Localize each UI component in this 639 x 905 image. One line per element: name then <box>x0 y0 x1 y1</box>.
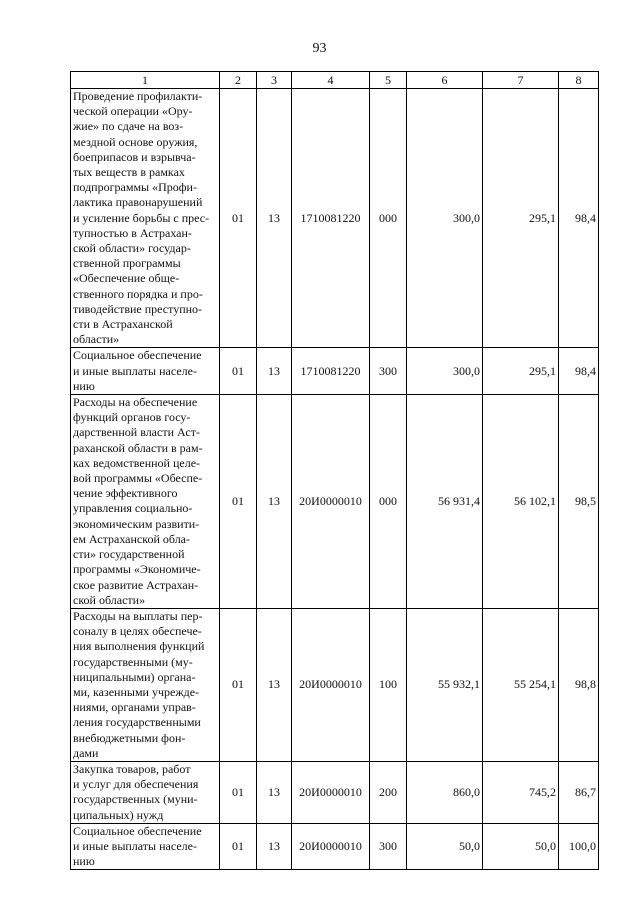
actual-amount: 295,1 <box>483 348 559 395</box>
description-line: ческой операции «Ору- <box>73 104 193 119</box>
subsection-code: 13 <box>257 348 292 395</box>
actual-amount: 295,1 <box>483 89 559 348</box>
description-line: дами <box>73 745 99 760</box>
expense-type-code: 000 <box>370 89 407 348</box>
expense-type-code: 200 <box>370 761 407 823</box>
row-description <box>71 89 220 348</box>
expense-type-code: 100 <box>370 608 407 761</box>
execution-percent: 98,4 <box>559 89 599 348</box>
section-code: 01 <box>220 823 257 870</box>
description-line: ское развитие Астрахан- <box>73 577 199 592</box>
section-code: 01 <box>220 89 257 348</box>
description-line: ния выполнения функций <box>73 639 205 654</box>
row-description <box>71 761 220 823</box>
description-line: соналу в целях обеспече- <box>73 624 202 639</box>
column-number-row <box>71 72 599 89</box>
subsection-code: 13 <box>257 608 292 761</box>
planned-amount: 56 931,4 <box>407 395 483 609</box>
description-line: лактика правонарушений <box>73 195 203 210</box>
page-number: 93 <box>312 41 327 56</box>
target-article-code: 1710081220 <box>292 348 370 395</box>
target-article-code: 1710081220 <box>292 89 370 348</box>
description-line: сти в Астраханской <box>73 317 173 332</box>
description-line: ниципальными) органа- <box>73 669 196 684</box>
subsection-code: 13 <box>257 761 292 823</box>
description-line: ниями, органами управ- <box>73 700 196 715</box>
actual-amount: 55 254,1 <box>483 608 559 761</box>
description-line: боеприпасов и взрывча- <box>73 149 196 164</box>
description-line: Расходы на обеспечение <box>73 395 198 410</box>
row-description <box>71 608 220 761</box>
description-line: дарственной власти Аст- <box>73 425 200 440</box>
description-line: ской области» <box>73 592 146 607</box>
table-row <box>71 608 599 761</box>
expense-type-code: 300 <box>370 823 407 870</box>
row-description <box>71 823 220 870</box>
description-line: государственными (му- <box>73 654 193 669</box>
description-line: государственных (муни- <box>73 792 198 807</box>
expense-type-code: 300 <box>370 348 407 395</box>
target-article-code: 20И0000010 <box>292 823 370 870</box>
description-line: раханской области в рам- <box>73 440 203 455</box>
column-header: 5 <box>370 72 407 89</box>
description-line: программы «Экономиче- <box>73 562 201 577</box>
planned-amount: 300,0 <box>407 348 483 395</box>
expense-type-code: 000 <box>370 395 407 609</box>
column-header: 7 <box>483 72 559 89</box>
budget-table <box>70 71 599 870</box>
description-line: жие» по сдаче на воз- <box>73 119 184 134</box>
execution-percent: 98,4 <box>559 348 599 395</box>
actual-amount: 745,2 <box>483 761 559 823</box>
description-line: управления социально- <box>73 501 193 516</box>
execution-percent: 98,5 <box>559 395 599 609</box>
subsection-code: 13 <box>257 823 292 870</box>
description-line: нию <box>73 378 95 393</box>
column-header: 4 <box>292 72 370 89</box>
description-line: ми, казенными учрежде- <box>73 684 200 699</box>
planned-amount: 55 932,1 <box>407 608 483 761</box>
planned-amount: 860,0 <box>407 761 483 823</box>
target-article-code: 20И0000010 <box>292 608 370 761</box>
column-header: 6 <box>407 72 483 89</box>
description-line: и услуг для обеспечения <box>73 777 199 792</box>
execution-percent: 100,0 <box>559 823 599 870</box>
column-header: 3 <box>257 72 292 89</box>
description-line: тиводействие преступно- <box>73 301 203 316</box>
description-line: Расходы на выплаты пер- <box>73 608 203 623</box>
row-description <box>71 348 220 395</box>
description-line: сти» государственной <box>73 547 185 562</box>
table-row <box>71 89 599 348</box>
section-code: 01 <box>220 348 257 395</box>
description-line: вой программы «Обеспе- <box>73 471 203 486</box>
subsection-code: 13 <box>257 89 292 348</box>
table-row <box>71 348 599 395</box>
column-header: 2 <box>220 72 257 89</box>
description-line: ках ведомственной целе- <box>73 455 201 470</box>
planned-amount: 50,0 <box>407 823 483 870</box>
description-line: тупностью в Астрахан- <box>73 225 192 240</box>
description-line: мездной основе оружия, <box>73 134 198 149</box>
section-code: 01 <box>220 608 257 761</box>
actual-amount: 56 102,1 <box>483 395 559 609</box>
description-line: Социальное обеспечение <box>73 823 202 838</box>
execution-percent: 86,7 <box>559 761 599 823</box>
target-article-code: 20И0000010 <box>292 395 370 609</box>
description-line: и иные выплаты населе- <box>73 838 197 853</box>
actual-amount: 50,0 <box>483 823 559 870</box>
description-line: ципальных) нужд <box>73 807 164 822</box>
description-line: ем Астраханской обла- <box>73 531 191 546</box>
description-line: Проведение профилакти- <box>73 89 203 103</box>
description-line: области» <box>73 332 120 347</box>
description-line: и иные выплаты населе- <box>73 363 197 378</box>
execution-percent: 98,8 <box>559 608 599 761</box>
planned-amount: 300,0 <box>407 89 483 348</box>
description-line: функций органов госу- <box>73 410 191 425</box>
description-line: и усиление борьбы с прес- <box>73 210 210 225</box>
description-line: ственного порядка и про- <box>73 286 203 301</box>
description-line: подпрограммы «Профи- <box>73 180 197 195</box>
description-line: Социальное обеспечение <box>73 348 202 363</box>
description-line: внебюджетными фон- <box>73 730 186 745</box>
description-line: экономическим развити- <box>73 516 200 531</box>
description-line: нию <box>73 854 95 869</box>
section-code: 01 <box>220 395 257 609</box>
table-row <box>71 395 599 609</box>
column-header: 1 <box>71 72 220 89</box>
description-line: тых веществ в рамках <box>73 165 185 180</box>
target-article-code: 20И0000010 <box>292 761 370 823</box>
row-description <box>71 395 220 609</box>
column-header: 8 <box>559 72 599 89</box>
section-code: 01 <box>220 761 257 823</box>
table-row <box>71 761 599 823</box>
table-row <box>71 823 599 870</box>
description-line: Закупка товаров, работ <box>73 761 191 776</box>
description-line: чение эффективного <box>73 486 178 501</box>
description-line: ления государственными <box>73 715 201 730</box>
description-line: ственной программы <box>73 256 181 271</box>
subsection-code: 13 <box>257 395 292 609</box>
description-line: «Обеспечение обще- <box>73 271 180 286</box>
description-line: ской области» государ- <box>73 241 191 256</box>
